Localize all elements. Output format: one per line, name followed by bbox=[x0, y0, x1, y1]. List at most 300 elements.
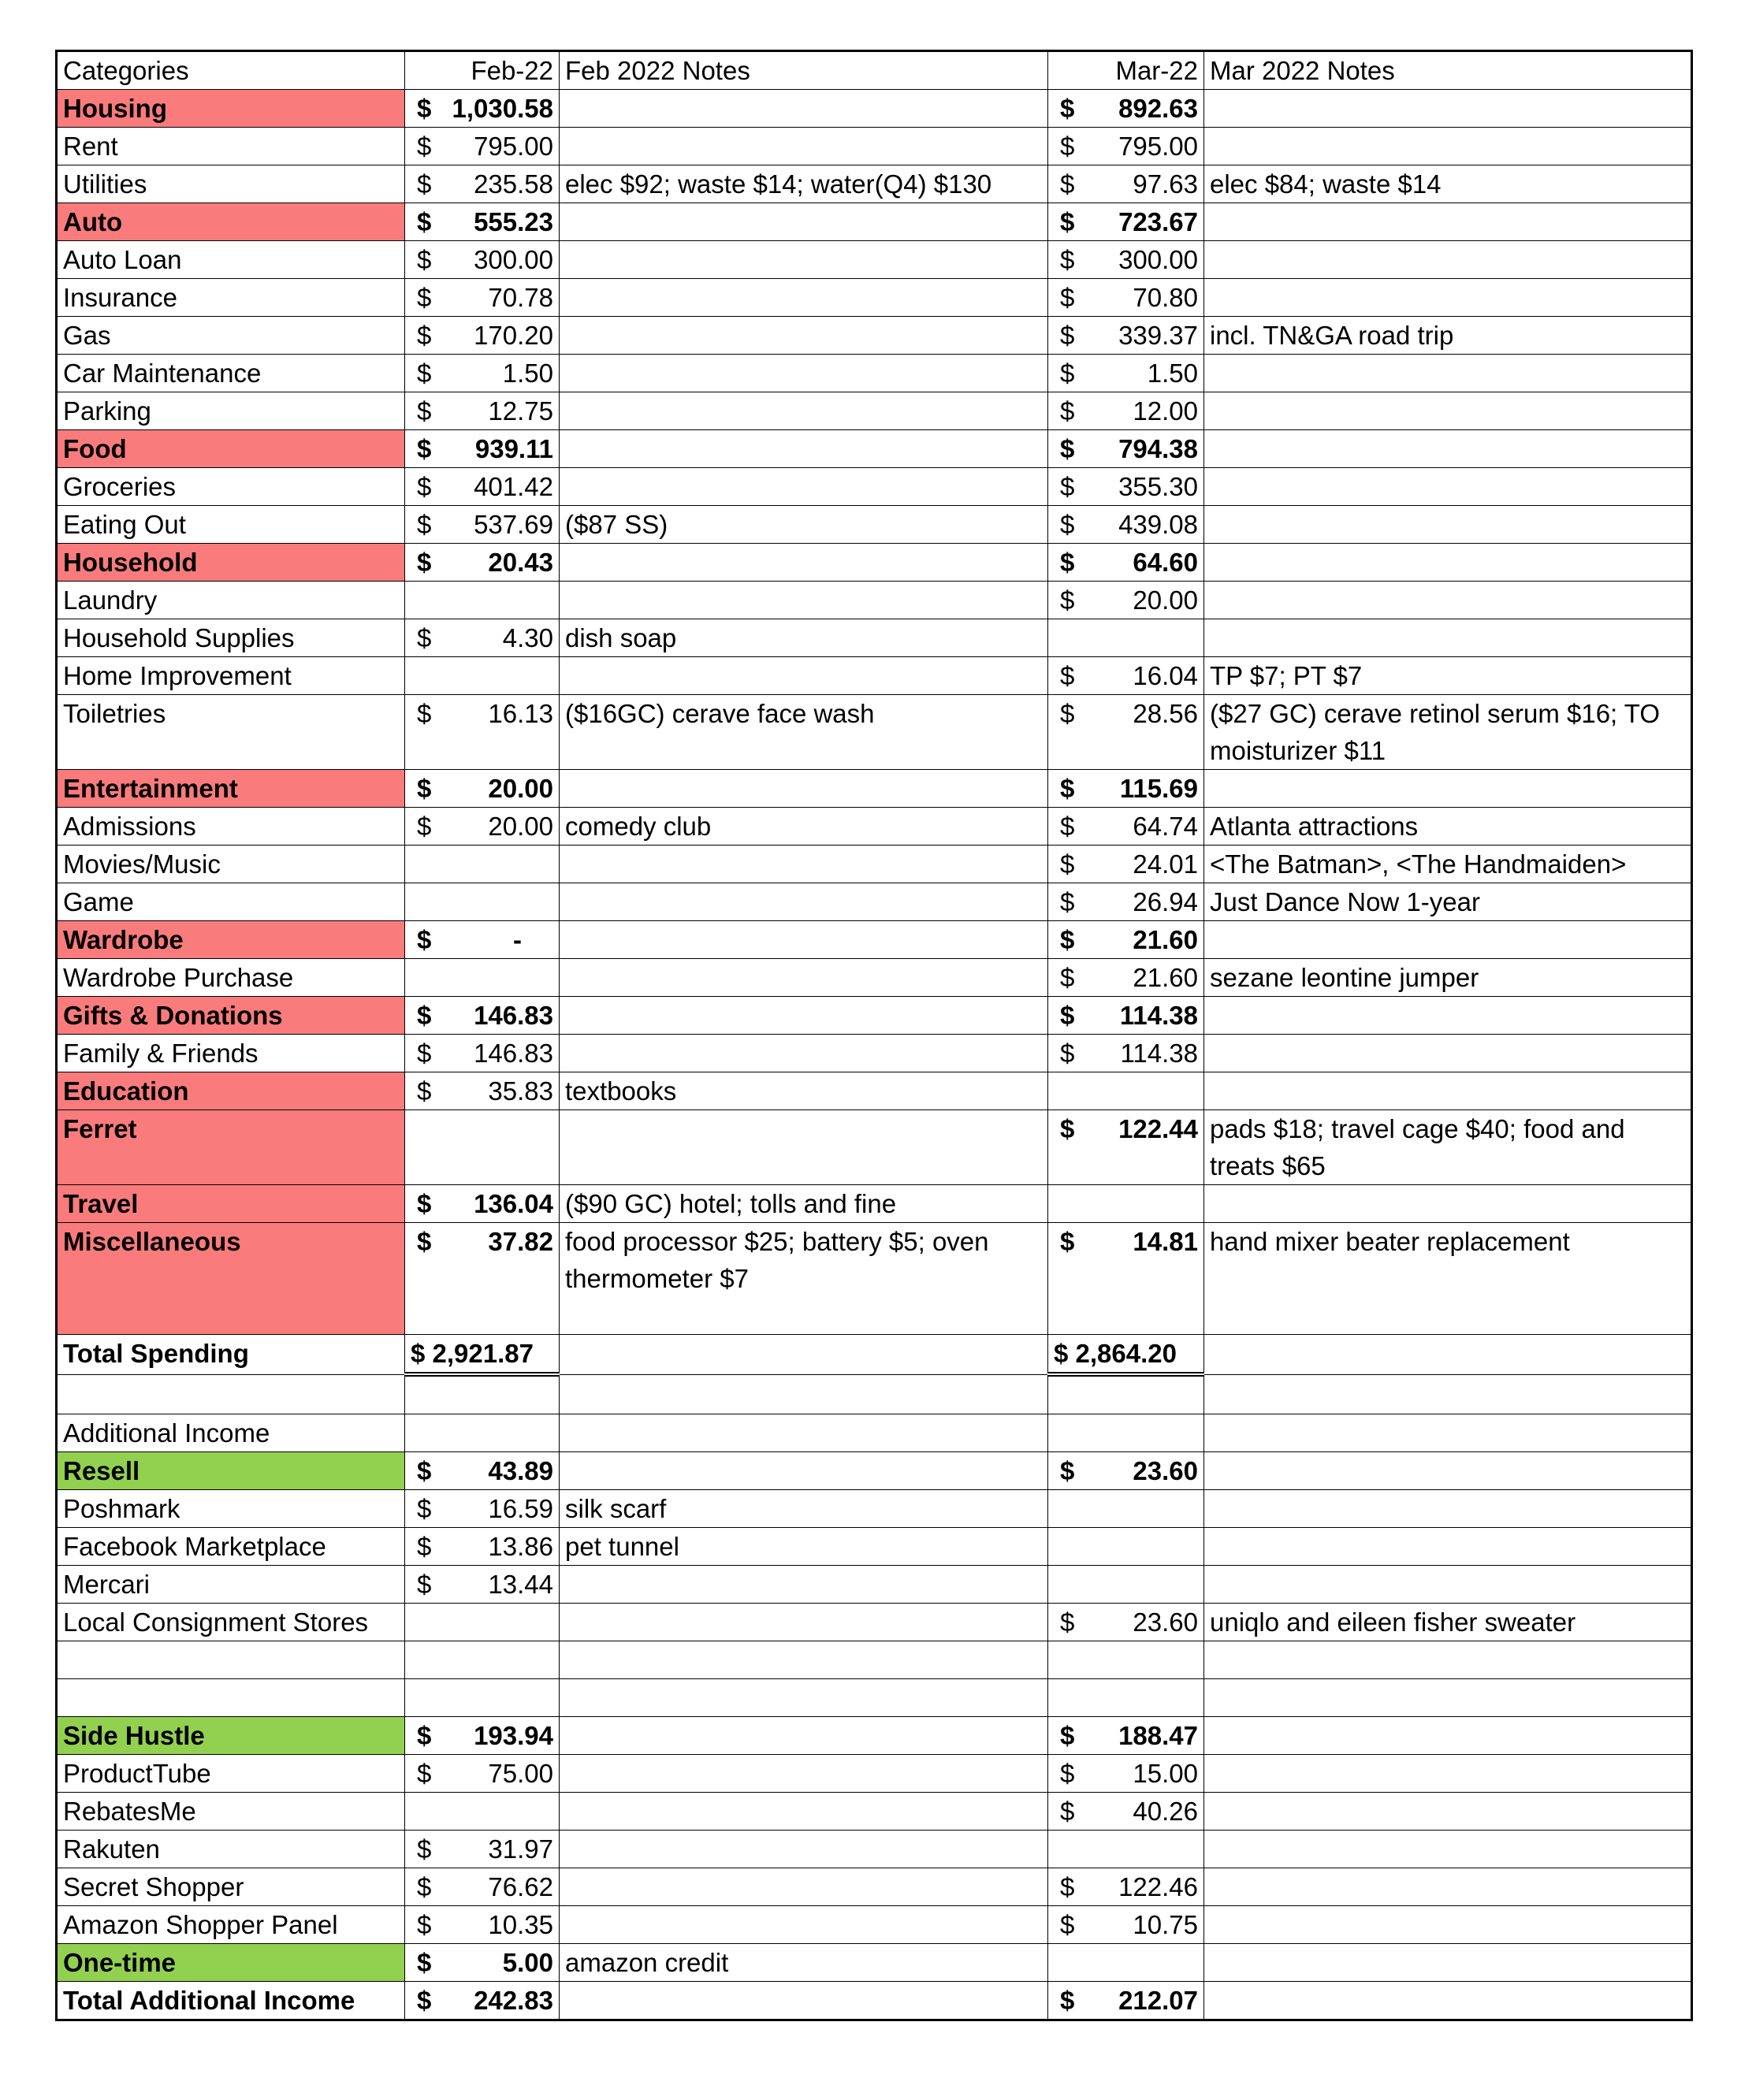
category-cell[interactable]: Home Improvement bbox=[57, 657, 405, 695]
feb-note-cell[interactable]: elec $92; waste $14; water(Q4) $130 bbox=[560, 165, 1048, 203]
category-cell[interactable]: Rent bbox=[57, 128, 405, 165]
mar-amount-cell[interactable] bbox=[1048, 808, 1204, 846]
table-row bbox=[57, 1223, 1692, 1335]
mar-note-cell[interactable] bbox=[1204, 90, 1692, 128]
currency-symbol: $ bbox=[417, 1721, 432, 1750]
mar-note-cell[interactable] bbox=[1204, 582, 1692, 619]
amount: 15.00 bbox=[1133, 1759, 1198, 1788]
feb-amount-cell[interactable] bbox=[405, 1490, 560, 1528]
feb-amount-cell[interactable] bbox=[405, 1414, 560, 1452]
mar-note-cell[interactable]: <The Batman>, <The Handmaiden> bbox=[1204, 846, 1692, 883]
mar-note-cell[interactable] bbox=[1204, 1072, 1692, 1110]
currency-symbol: $ bbox=[1060, 132, 1075, 161]
mar-note-cell[interactable]: pads $18; travel cage $40; food and treats $65 bbox=[1204, 1110, 1692, 1185]
currency-symbol: $ bbox=[417, 245, 432, 274]
mar-note-cell[interactable]: elec $84; waste $14 bbox=[1204, 165, 1692, 203]
mar-note-cell[interactable] bbox=[1204, 430, 1692, 468]
feb-amount-cell[interactable] bbox=[405, 203, 560, 241]
mar-note-cell[interactable] bbox=[1204, 468, 1692, 506]
mar-note-cell[interactable] bbox=[1204, 1793, 1692, 1831]
feb-amount-cell[interactable] bbox=[405, 1831, 560, 1868]
mar-note-cell[interactable] bbox=[1204, 506, 1692, 544]
mar-note-cell[interactable] bbox=[1204, 1831, 1692, 1868]
feb-amount-cell[interactable] bbox=[405, 1906, 560, 1944]
mar-amount-cell[interactable] bbox=[1048, 657, 1204, 695]
feb-amount-cell[interactable] bbox=[405, 128, 560, 165]
amount: 795.00 bbox=[1118, 132, 1198, 161]
amount: 10.75 bbox=[1133, 1910, 1198, 1939]
feb-amount-cell[interactable] bbox=[405, 582, 560, 619]
amount: 115.69 bbox=[1119, 774, 1198, 803]
mar-amount-cell[interactable] bbox=[1048, 1717, 1204, 1755]
header-feb-notes[interactable]: Feb 2022 Notes bbox=[560, 51, 1048, 90]
category-cell[interactable]: Mercari bbox=[57, 1566, 405, 1604]
feb-note-cell[interactable] bbox=[560, 203, 1048, 241]
feb-amount-cell[interactable] bbox=[405, 1110, 560, 1185]
feb-note-cell[interactable] bbox=[560, 1755, 1048, 1793]
feb-amount-cell[interactable] bbox=[405, 1223, 560, 1335]
feb-amount-cell-value bbox=[411, 770, 553, 807]
mar-amount-cell[interactable] bbox=[1048, 883, 1204, 921]
mar-amount-cell[interactable] bbox=[1048, 165, 1204, 203]
mar-amount-cell[interactable] bbox=[1048, 1868, 1204, 1906]
mar-note-cell[interactable] bbox=[1204, 1944, 1692, 1982]
feb-amount-cell[interactable] bbox=[405, 959, 560, 997]
feb-amount-cell[interactable] bbox=[405, 90, 560, 128]
mar-note-cell[interactable] bbox=[1204, 1414, 1692, 1452]
currency-symbol: $ bbox=[417, 1227, 432, 1256]
feb-note-cell[interactable] bbox=[560, 1717, 1048, 1755]
feb-note-cell[interactable] bbox=[560, 544, 1048, 582]
table-row bbox=[57, 392, 1692, 430]
amount: 20.43 bbox=[488, 548, 553, 577]
currency-symbol: $ bbox=[1060, 1227, 1075, 1256]
feb-note-cell[interactable] bbox=[560, 279, 1048, 317]
feb-note-cell[interactable] bbox=[560, 128, 1048, 165]
category-cell[interactable]: Entertainment bbox=[57, 770, 405, 808]
amount: 70.78 bbox=[488, 283, 553, 312]
header-feb[interactable]: Feb-22 bbox=[405, 51, 560, 90]
mar-note-cell[interactable] bbox=[1204, 128, 1692, 165]
currency-symbol: $ bbox=[417, 321, 432, 350]
feb-note-cell[interactable] bbox=[560, 1793, 1048, 1831]
category-cell[interactable]: Movies/Music bbox=[57, 846, 405, 883]
category-cell[interactable]: Ferret bbox=[57, 1110, 405, 1185]
feb-amount-cell[interactable] bbox=[405, 846, 560, 883]
mar-amount-cell[interactable] bbox=[1048, 582, 1204, 619]
feb-amount-cell[interactable] bbox=[405, 1566, 560, 1604]
amount: 16.59 bbox=[488, 1494, 553, 1523]
mar-amount-cell[interactable] bbox=[1048, 506, 1204, 544]
table-row bbox=[57, 1035, 1692, 1072]
mar-note-cell[interactable]: TP $7; PT $7 bbox=[1204, 657, 1692, 695]
feb-amount-cell[interactable] bbox=[405, 317, 560, 355]
amount: 20.00 bbox=[1133, 585, 1198, 615]
category-cell[interactable]: Secret Shopper bbox=[57, 1868, 405, 1906]
mar-amount-cell[interactable] bbox=[1048, 1223, 1204, 1335]
category-cell[interactable]: Auto bbox=[57, 203, 405, 241]
category-cell[interactable]: Eating Out bbox=[57, 506, 405, 544]
mar-note-cell[interactable]: Atlanta attractions bbox=[1204, 808, 1692, 846]
mar-amount-cell[interactable] bbox=[1048, 279, 1204, 317]
mar-note-cell[interactable] bbox=[1204, 1035, 1692, 1072]
feb-note-cell[interactable] bbox=[560, 1566, 1048, 1604]
mar-note-cell[interactable]: incl. TN&GA road trip bbox=[1204, 317, 1692, 355]
mar-amount-cell[interactable] bbox=[1048, 619, 1204, 657]
mar-amount-cell[interactable] bbox=[1048, 1490, 1204, 1528]
category-cell[interactable]: Resell bbox=[57, 1452, 405, 1490]
mar-amount-cell-value bbox=[1054, 1982, 1198, 2019]
category-cell[interactable] bbox=[57, 1641, 405, 1679]
mar-amount-cell[interactable] bbox=[1048, 1944, 1204, 1982]
feb-amount-cell[interactable] bbox=[405, 921, 560, 959]
feb-amount-cell-value bbox=[411, 241, 553, 278]
currency-symbol: $ bbox=[1060, 963, 1075, 992]
feb-amount-cell[interactable] bbox=[405, 1035, 560, 1072]
feb-amount-cell[interactable] bbox=[405, 1604, 560, 1641]
mar-amount-cell-value bbox=[1054, 1223, 1198, 1260]
category-cell[interactable]: Utilities bbox=[57, 165, 405, 203]
feb-note-cell[interactable] bbox=[560, 1414, 1048, 1452]
feb-amount-cell-value bbox=[411, 1035, 553, 1072]
mar-note-cell[interactable] bbox=[1204, 355, 1692, 392]
feb-amount-cell[interactable] bbox=[405, 1374, 560, 1414]
category-cell[interactable]: Poshmark bbox=[57, 1490, 405, 1528]
currency-symbol: $ bbox=[1060, 1872, 1075, 1901]
feb-amount-cell[interactable] bbox=[405, 695, 560, 770]
category-cell[interactable]: Total Additional Income bbox=[57, 1982, 405, 2020]
category-cell[interactable]: Amazon Shopper Panel bbox=[57, 1906, 405, 1944]
mar-amount-cell[interactable] bbox=[1048, 1566, 1204, 1604]
feb-amount-cell-value bbox=[411, 165, 553, 203]
feb-note-cell[interactable] bbox=[560, 392, 1048, 430]
mar-note-cell[interactable] bbox=[1204, 921, 1692, 959]
mar-amount-cell[interactable] bbox=[1048, 1528, 1204, 1566]
feb-amount-cell[interactable] bbox=[405, 506, 560, 544]
mar-note-cell[interactable]: sezane leontine jumper bbox=[1204, 959, 1692, 997]
mar-note-cell[interactable] bbox=[1204, 1452, 1692, 1490]
currency-symbol: $ bbox=[1060, 245, 1075, 274]
mar-amount-cell[interactable] bbox=[1048, 1831, 1204, 1868]
mar-amount-cell[interactable] bbox=[1048, 1982, 1204, 2020]
feb-amount-cell[interactable] bbox=[405, 1072, 560, 1110]
feb-amount-cell[interactable] bbox=[405, 1717, 560, 1755]
category-cell[interactable]: Gas bbox=[57, 317, 405, 355]
feb-note-cell[interactable] bbox=[560, 355, 1048, 392]
currency-symbol: $ bbox=[1060, 1797, 1075, 1826]
mar-amount-cell[interactable] bbox=[1048, 846, 1204, 883]
feb-amount-cell[interactable] bbox=[405, 657, 560, 695]
feb-note-cell[interactable] bbox=[560, 1982, 1048, 2020]
feb-amount-cell-value bbox=[411, 1223, 553, 1260]
mar-note-cell[interactable] bbox=[1204, 1755, 1692, 1793]
feb-note-cell[interactable]: ($16GC) cerave face wash bbox=[560, 695, 1048, 770]
mar-note-cell[interactable] bbox=[1204, 1982, 1692, 2020]
feb-amount-cell[interactable] bbox=[405, 165, 560, 203]
feb-note-cell[interactable]: comedy club bbox=[560, 808, 1048, 846]
header-mar-notes[interactable]: Mar 2022 Notes bbox=[1204, 51, 1692, 90]
total-spending-mar[interactable]: $ 2,864.20 bbox=[1048, 1335, 1204, 1375]
currency-symbol: $ bbox=[417, 1759, 432, 1788]
mar-amount-cell[interactable] bbox=[1048, 241, 1204, 279]
feb-note-cell[interactable] bbox=[560, 1906, 1048, 1944]
mar-amount-cell[interactable] bbox=[1048, 1452, 1204, 1490]
mar-note-cell[interactable]: ($27 GC) cerave retinol serum $16; TO moisturizer $11 bbox=[1204, 695, 1692, 770]
table-row bbox=[57, 921, 1692, 959]
feb-amount-cell[interactable] bbox=[405, 355, 560, 392]
feb-note-cell[interactable]: textbooks bbox=[560, 1072, 1048, 1110]
currency-symbol: $ bbox=[417, 1001, 432, 1030]
mar-amount-cell[interactable] bbox=[1048, 921, 1204, 959]
mar-note-cell[interactable] bbox=[1204, 1185, 1692, 1223]
mar-amount-cell[interactable] bbox=[1048, 1604, 1204, 1641]
mar-amount-cell[interactable] bbox=[1048, 1035, 1204, 1072]
amount: 21.60 bbox=[1133, 925, 1198, 954]
feb-note-cell[interactable] bbox=[560, 1335, 1048, 1375]
feb-note-cell[interactable] bbox=[560, 846, 1048, 883]
mar-note-cell[interactable] bbox=[1204, 279, 1692, 317]
mar-amount-cell[interactable] bbox=[1048, 317, 1204, 355]
currency-symbol: $ bbox=[1060, 434, 1075, 463]
mar-note-cell[interactable] bbox=[1204, 1374, 1692, 1414]
feb-amount-cell-value bbox=[411, 1717, 553, 1754]
mar-amount-cell[interactable] bbox=[1048, 959, 1204, 997]
feb-note-cell[interactable]: ($90 GC) hotel; tolls and fine bbox=[560, 1185, 1048, 1223]
amount: 939.11 bbox=[474, 434, 553, 463]
mar-note-cell[interactable] bbox=[1204, 1335, 1692, 1375]
feb-note-cell[interactable] bbox=[560, 1374, 1048, 1414]
feb-note-cell[interactable] bbox=[560, 317, 1048, 355]
feb-note-cell[interactable] bbox=[560, 997, 1048, 1035]
mar-amount-cell[interactable] bbox=[1048, 695, 1204, 770]
mar-note-cell[interactable] bbox=[1204, 392, 1692, 430]
category-cell[interactable]: Laundry bbox=[57, 582, 405, 619]
feb-amount-cell[interactable] bbox=[405, 1868, 560, 1906]
mar-amount-cell[interactable] bbox=[1048, 468, 1204, 506]
category-cell[interactable]: Wardrobe Purchase bbox=[57, 959, 405, 997]
feb-amount-cell[interactable] bbox=[405, 1185, 560, 1223]
mar-amount-cell[interactable] bbox=[1048, 1185, 1204, 1223]
mar-amount-cell[interactable] bbox=[1048, 355, 1204, 392]
category-cell[interactable]: Rakuten bbox=[57, 1831, 405, 1868]
mar-amount-cell[interactable] bbox=[1048, 1641, 1204, 1679]
feb-amount-cell[interactable] bbox=[405, 1641, 560, 1679]
category-cell[interactable]: One-time bbox=[57, 1944, 405, 1982]
mar-note-cell[interactable] bbox=[1204, 1528, 1692, 1566]
mar-amount-cell[interactable] bbox=[1048, 1414, 1204, 1452]
currency-symbol: $ bbox=[417, 169, 432, 199]
feb-amount-cell[interactable] bbox=[405, 883, 560, 921]
feb-amount-cell[interactable] bbox=[405, 1452, 560, 1490]
feb-note-cell[interactable] bbox=[560, 1110, 1048, 1185]
mar-amount-cell[interactable] bbox=[1048, 430, 1204, 468]
currency-symbol: $ bbox=[1060, 661, 1075, 690]
category-cell[interactable]: ProductTube bbox=[57, 1755, 405, 1793]
feb-note-cell[interactable]: food processor $25; battery $5; oven thermometer $7 bbox=[560, 1223, 1048, 1335]
mar-amount-cell[interactable] bbox=[1048, 770, 1204, 808]
mar-note-cell[interactable] bbox=[1204, 1868, 1692, 1906]
feb-amount-cell-value bbox=[411, 506, 553, 543]
feb-amount-cell[interactable] bbox=[405, 1944, 560, 1982]
mar-note-cell[interactable] bbox=[1204, 1717, 1692, 1755]
feb-note-cell[interactable] bbox=[560, 241, 1048, 279]
feb-amount-cell[interactable] bbox=[405, 770, 560, 808]
feb-amount-cell[interactable] bbox=[405, 468, 560, 506]
mar-amount-cell[interactable] bbox=[1048, 203, 1204, 241]
mar-note-cell[interactable]: uniqlo and eileen fisher sweater bbox=[1204, 1604, 1692, 1641]
category-cell[interactable]: Household Supplies bbox=[57, 619, 405, 657]
category-cell[interactable]: Facebook Marketplace bbox=[57, 1528, 405, 1566]
table-row bbox=[57, 1566, 1692, 1604]
amount: 242.83 bbox=[474, 1986, 553, 2015]
feb-note-cell[interactable] bbox=[560, 468, 1048, 506]
feb-amount-cell[interactable] bbox=[405, 279, 560, 317]
category-cell[interactable]: Car Maintenance bbox=[57, 355, 405, 392]
mar-amount-cell[interactable] bbox=[1048, 1072, 1204, 1110]
feb-note-cell[interactable] bbox=[560, 770, 1048, 808]
mar-amount-cell[interactable] bbox=[1048, 1679, 1204, 1717]
feb-note-cell[interactable] bbox=[560, 90, 1048, 128]
amount: 35.83 bbox=[488, 1076, 553, 1106]
amount: 355.30 bbox=[1118, 472, 1198, 501]
feb-note-cell[interactable] bbox=[560, 1868, 1048, 1906]
category-cell[interactable]: Local Consignment Stores bbox=[57, 1604, 405, 1641]
feb-note-cell[interactable]: amazon credit bbox=[560, 1944, 1048, 1982]
category-cell[interactable]: Parking bbox=[57, 392, 405, 430]
category-cell[interactable]: Miscellaneous bbox=[57, 1223, 405, 1335]
feb-note-cell[interactable] bbox=[560, 1831, 1048, 1868]
table-row bbox=[57, 1906, 1692, 1944]
table-row bbox=[57, 1831, 1692, 1868]
category-cell[interactable]: Food bbox=[57, 430, 405, 468]
category-cell[interactable]: Wardrobe bbox=[57, 921, 405, 959]
category-cell[interactable]: Household bbox=[57, 544, 405, 582]
category-cell[interactable]: Game bbox=[57, 883, 405, 921]
feb-note-cell[interactable] bbox=[560, 921, 1048, 959]
feb-amount-cell[interactable] bbox=[405, 430, 560, 468]
mar-amount-cell[interactable] bbox=[1048, 128, 1204, 165]
table-row bbox=[57, 241, 1692, 279]
mar-amount-cell[interactable] bbox=[1048, 544, 1204, 582]
amount: 24.01 bbox=[1133, 849, 1198, 879]
feb-note-cell[interactable] bbox=[560, 582, 1048, 619]
category-cell[interactable]: RebatesMe bbox=[57, 1793, 405, 1831]
feb-amount-cell[interactable] bbox=[405, 544, 560, 582]
mar-note-cell[interactable]: Just Dance Now 1-year bbox=[1204, 883, 1692, 921]
feb-note-cell[interactable] bbox=[560, 1452, 1048, 1490]
table-row bbox=[57, 1944, 1692, 1982]
currency-symbol: $ bbox=[417, 1834, 432, 1864]
mar-note-cell[interactable] bbox=[1204, 1566, 1692, 1604]
category-cell[interactable]: Admissions bbox=[57, 808, 405, 846]
currency-symbol: $ bbox=[417, 812, 432, 841]
mar-note-cell[interactable] bbox=[1204, 1490, 1692, 1528]
feb-note-cell[interactable]: dish soap bbox=[560, 619, 1048, 657]
feb-amount-cell[interactable] bbox=[405, 241, 560, 279]
mar-note-cell[interactable]: hand mixer beater replacement bbox=[1204, 1223, 1692, 1335]
mar-note-cell[interactable] bbox=[1204, 770, 1692, 808]
mar-note-cell[interactable] bbox=[1204, 1679, 1692, 1717]
mar-amount-cell[interactable] bbox=[1048, 1755, 1204, 1793]
feb-note-cell[interactable] bbox=[560, 430, 1048, 468]
feb-amount-cell[interactable] bbox=[405, 1793, 560, 1831]
feb-amount-cell[interactable] bbox=[405, 1982, 560, 2020]
category-cell[interactable]: Insurance bbox=[57, 279, 405, 317]
amount: 122.44 bbox=[1118, 1114, 1198, 1143]
feb-amount-cell[interactable] bbox=[405, 619, 560, 657]
feb-note-cell[interactable]: silk scarf bbox=[560, 1490, 1048, 1528]
amount: 76.62 bbox=[488, 1872, 553, 1901]
amount: 43.89 bbox=[488, 1456, 553, 1485]
mar-amount-cell[interactable] bbox=[1048, 90, 1204, 128]
feb-amount-cell[interactable] bbox=[405, 392, 560, 430]
total-spending-feb[interactable]: $ 2,921.87 bbox=[405, 1335, 560, 1375]
mar-amount-cell-value bbox=[1054, 1906, 1198, 1943]
feb-note-cell[interactable] bbox=[560, 1641, 1048, 1679]
category-cell[interactable]: Family & Friends bbox=[57, 1035, 405, 1072]
mar-amount-cell-value bbox=[1054, 1110, 1198, 1147]
category-cell[interactable]: Auto Loan bbox=[57, 241, 405, 279]
currency-symbol: $ bbox=[1060, 1986, 1075, 2015]
category-cell[interactable]: Education bbox=[57, 1072, 405, 1110]
category-cell[interactable]: Additional Income bbox=[57, 1414, 405, 1452]
mar-note-cell[interactable] bbox=[1204, 203, 1692, 241]
currency-symbol: $ bbox=[417, 472, 432, 501]
mar-amount-cell[interactable] bbox=[1048, 1793, 1204, 1831]
feb-amount-cell[interactable] bbox=[405, 1528, 560, 1566]
category-cell[interactable]: Groceries bbox=[57, 468, 405, 506]
mar-note-cell[interactable] bbox=[1204, 997, 1692, 1035]
category-cell[interactable] bbox=[57, 1374, 405, 1414]
mar-amount-cell[interactable] bbox=[1048, 392, 1204, 430]
feb-note-cell[interactable]: ($87 SS) bbox=[560, 506, 1048, 544]
feb-note-cell[interactable] bbox=[560, 1679, 1048, 1717]
mar-amount-cell[interactable] bbox=[1048, 1110, 1204, 1185]
feb-note-cell[interactable] bbox=[560, 959, 1048, 997]
feb-amount-cell[interactable] bbox=[405, 808, 560, 846]
category-cell[interactable]: Toiletries bbox=[57, 695, 405, 770]
table-row bbox=[57, 1110, 1692, 1185]
mar-amount-cell-value bbox=[1054, 430, 1198, 467]
currency-symbol: $ bbox=[1060, 699, 1075, 728]
mar-note-cell[interactable] bbox=[1204, 1641, 1692, 1679]
currency-symbol: $ bbox=[417, 1570, 432, 1599]
feb-note-cell[interactable] bbox=[560, 883, 1048, 921]
header-categories[interactable]: Categories bbox=[57, 51, 405, 90]
mar-note-cell[interactable] bbox=[1204, 1906, 1692, 1944]
category-cell[interactable]: Travel bbox=[57, 1185, 405, 1223]
currency-symbol: $ bbox=[1060, 887, 1075, 916]
header-mar[interactable]: Mar-22 bbox=[1048, 51, 1204, 90]
feb-note-cell[interactable] bbox=[560, 657, 1048, 695]
mar-amount-cell[interactable] bbox=[1048, 1374, 1204, 1414]
feb-amount-cell[interactable] bbox=[405, 1679, 560, 1717]
category-cell[interactable]: Side Hustle bbox=[57, 1717, 405, 1755]
feb-note-cell[interactable] bbox=[560, 1035, 1048, 1072]
category-cell[interactable] bbox=[57, 1679, 405, 1717]
mar-note-cell[interactable] bbox=[1204, 619, 1692, 657]
category-cell[interactable]: Housing bbox=[57, 90, 405, 128]
mar-amount-cell[interactable] bbox=[1048, 1906, 1204, 1944]
feb-note-cell[interactable]: pet tunnel bbox=[560, 1528, 1048, 1566]
mar-note-cell[interactable] bbox=[1204, 544, 1692, 582]
mar-amount-cell[interactable] bbox=[1048, 997, 1204, 1035]
category-cell[interactable]: Gifts & Donations bbox=[57, 997, 405, 1035]
feb-amount-cell[interactable] bbox=[405, 997, 560, 1035]
feb-note-cell[interactable] bbox=[560, 1604, 1048, 1641]
feb-amount-cell[interactable] bbox=[405, 1755, 560, 1793]
mar-note-cell[interactable] bbox=[1204, 241, 1692, 279]
